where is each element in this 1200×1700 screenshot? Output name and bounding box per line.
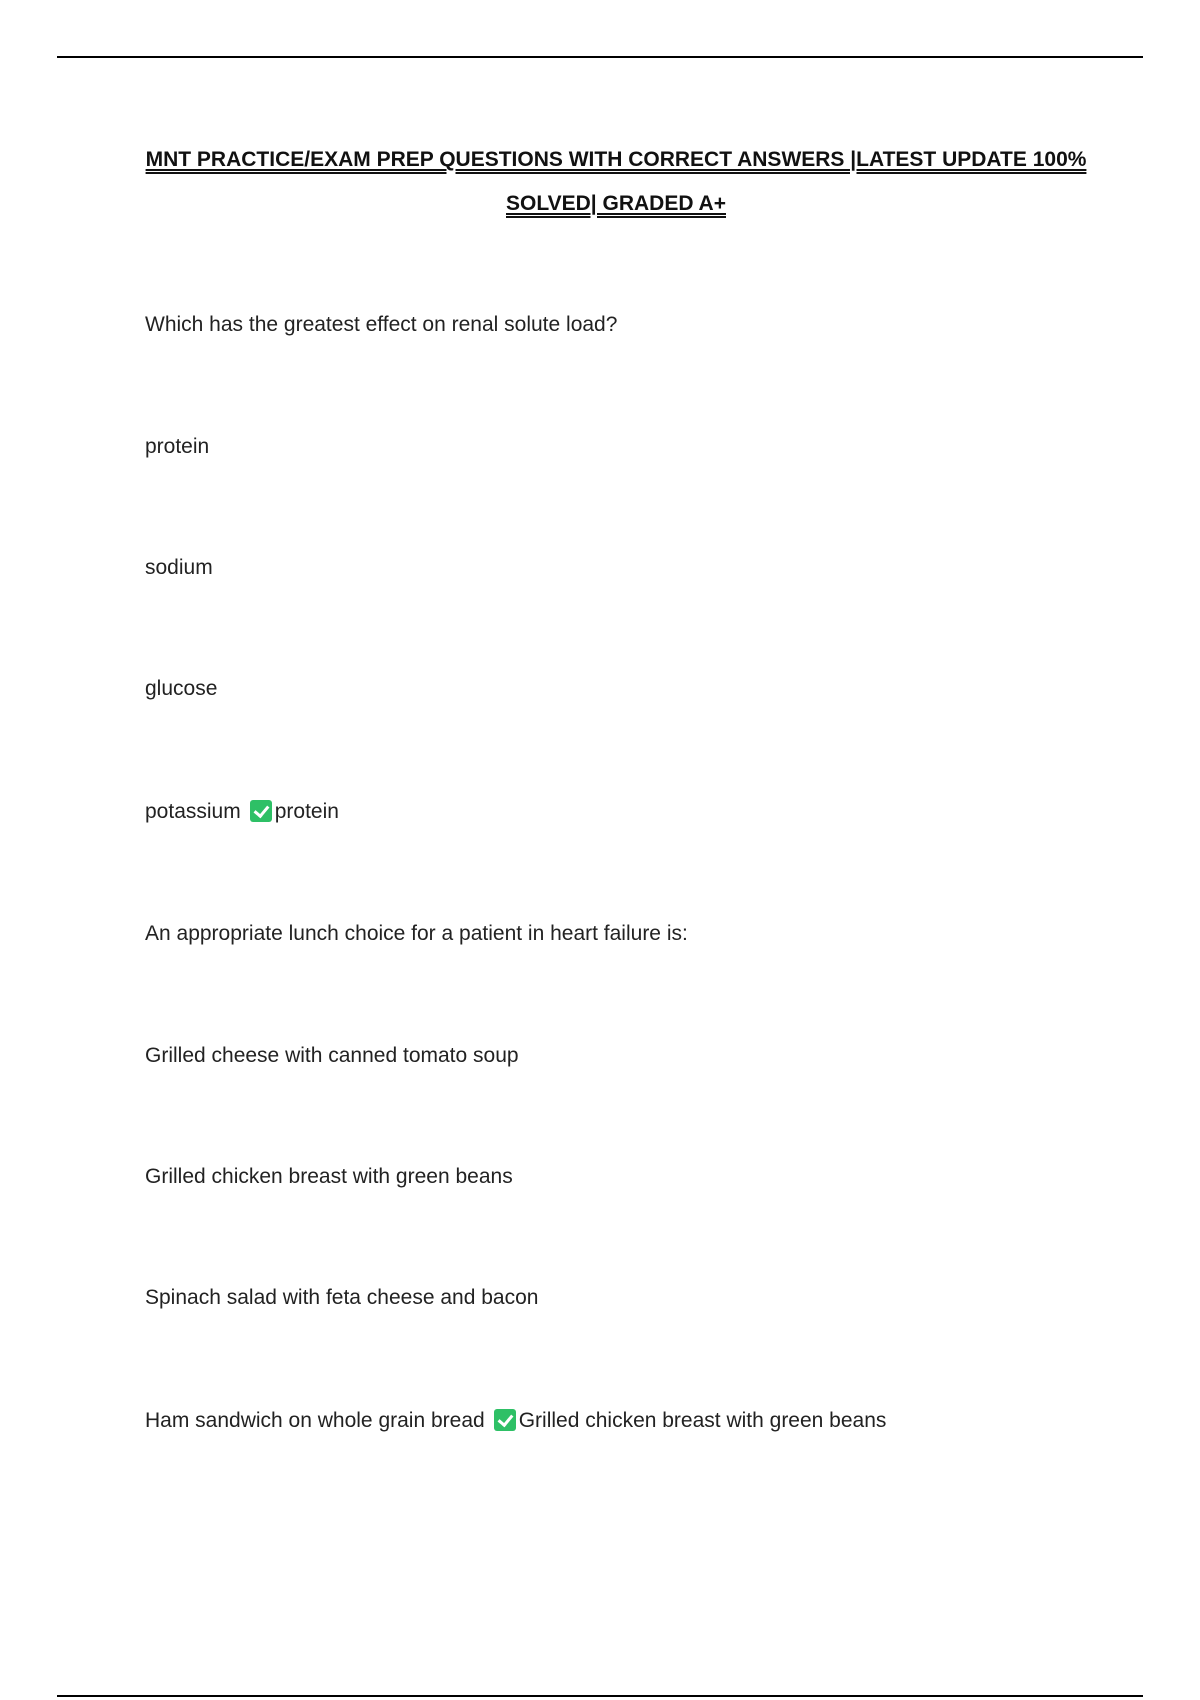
question-2-option-2: Grilled chicken breast with green beans xyxy=(145,1165,513,1188)
question-2-answer: Grilled chicken breast with green beans xyxy=(518,1409,887,1432)
question-2-option-3: Spinach salad with feta cheese and bacon xyxy=(145,1286,539,1309)
question-2-option-4: Ham sandwich on whole grain bread xyxy=(145,1409,485,1432)
question-1-option-1: protein xyxy=(145,435,210,458)
bottom-rule xyxy=(57,1695,1143,1697)
question-1-answer: protein xyxy=(274,800,339,823)
top-rule xyxy=(57,56,1143,58)
document-title xyxy=(130,138,1102,226)
title-line-2: SOLVED| GRADED A+ xyxy=(506,192,726,215)
question-2-option-1: Grilled cheese with canned tomato soup xyxy=(145,1044,519,1067)
question-2-text: An appropriate lunch choice for a patient in heart failure is: xyxy=(145,922,688,945)
question-1-option-4: potassium xyxy=(145,800,241,823)
question-1-option-4-with-answer xyxy=(145,798,339,826)
question-1-text: Which has the greatest effect on renal solute load? xyxy=(145,313,618,336)
title-line-1: MNT PRACTICE/EXAM PREP QUESTIONS WITH CORRECT ANSWERS |LATEST UPDATE 100% xyxy=(145,148,1087,171)
check-mark-icon xyxy=(250,800,272,822)
question-1-option-3: glucose xyxy=(145,677,218,700)
check-mark-icon xyxy=(494,1409,516,1431)
question-1-option-2: sodium xyxy=(145,556,213,579)
question-2-option-4-with-answer xyxy=(145,1407,886,1435)
